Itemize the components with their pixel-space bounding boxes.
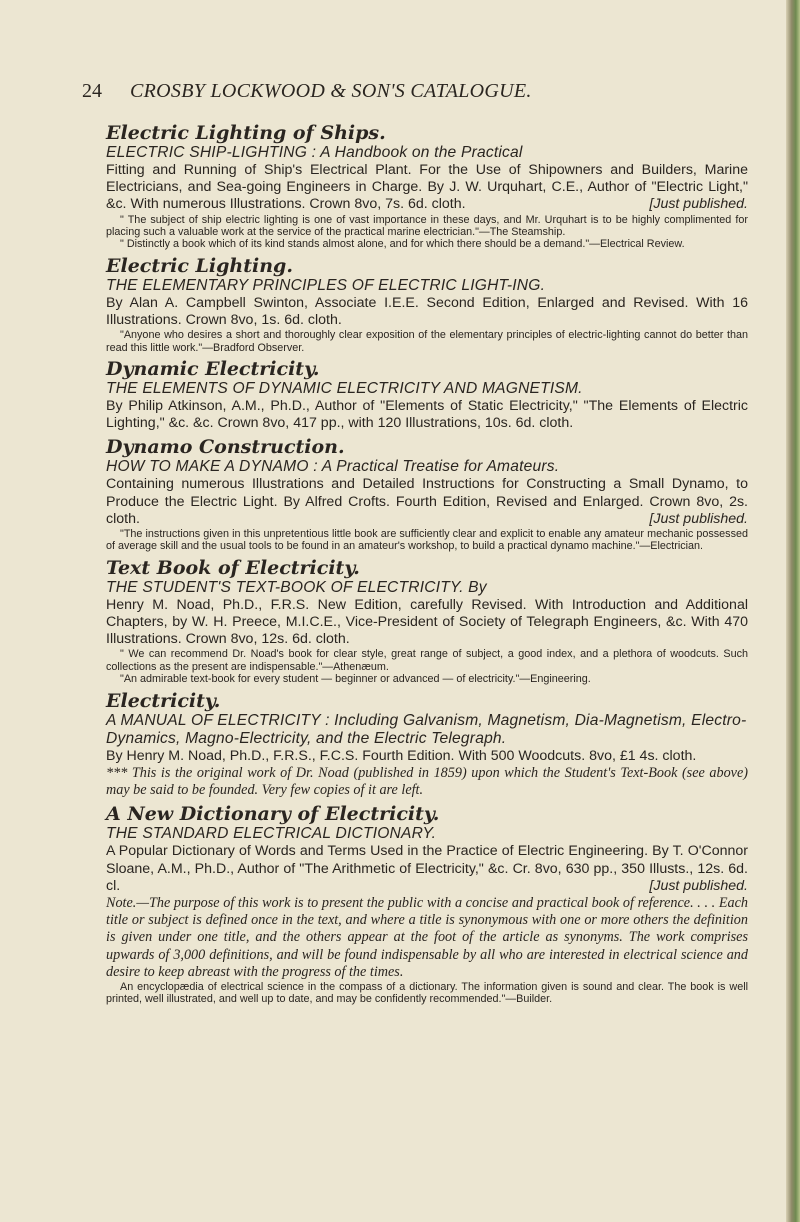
entry-body <box>106 162 748 214</box>
entry-review: "Anyone who desires a short and thoroughly clear exposition of the elementary principles of electric-lighting cannot do better than read this little work."—Bradford Observer. <box>106 329 748 354</box>
entry-status: [Just published. <box>649 510 748 527</box>
entry-review: " Distinctly a book which of its kind stands almost alone, and for which there should be a demand."—Electrical Review. <box>120 238 685 251</box>
entry-review: An encyclopædia of electrical science in the compass of a dictionary. The information given is sound and clear. The book is well printed, well illustrated, and well up to date, and may be confidently recommended."—Builder. <box>106 980 748 1006</box>
entry-title: ELECTRIC SHIP-LIGHTING : A Handbook on the Practical <box>106 144 523 161</box>
entry-title: HOW TO MAKE A DYNAMO : A Practical Treatise for Amateurs. <box>106 458 560 476</box>
entry-review: " We can recommend Dr. Noad's book for clear style, great range of subject, a good index, and a plethora of woodcuts. Such collections as the present are indispensable."—Athenæum. <box>106 648 748 673</box>
entry-subject: A New Dictionary of Electricity. <box>106 803 440 826</box>
catalogue-entry <box>82 436 748 552</box>
entry-title: THE ELEMENTS OF DYNAMIC ELECTRICITY AND MAGNETISM. <box>106 380 583 398</box>
entry-review: "An admirable text-book for every student — beginner or advanced — of electricity."—Engineering. <box>120 673 591 686</box>
entry-status: [Just published. <box>649 877 748 894</box>
entry-review: " The subject of ship electric lighting is one of vast importance in these days, and Mr. Urquhart is to be highly complimented for placing such a valuable work at the service of the practical marine electrician."—The Steamship. <box>106 213 748 239</box>
entry-note: *** This is the original work of Dr. Noad (published in 1859) upon which the Student's Text-Book (see above) may be said to be founded. Very few copies of it are left. <box>106 764 748 799</box>
running-title: CROSBY LOCKWOOD & SON'S CATALOGUE. <box>130 80 532 102</box>
catalogue-entry <box>82 690 748 800</box>
page-edge <box>786 0 800 1222</box>
entry-description: By Alan A. Campbell Swinton, Associate I.E.E. Second Edition, Enlarged and Revised. With 16 Illustrations. Crown 8vo, 1s. 6d. cloth. <box>106 294 748 329</box>
entry-description: By Henry M. Noad, Ph.D., F.R.S., F.C.S. Fourth Edition. With 500 Woodcuts. 8vo, £1 4s. cloth. <box>106 747 697 764</box>
entry-title: THE STANDARD ELECTRICAL DICTIONARY. <box>106 825 437 843</box>
page-header <box>82 80 748 108</box>
catalogue-entry <box>82 358 748 432</box>
entry-description: Containing numerous Illustrations and Detailed Instructions for Constructing a Small Dynamo, to Produce the Electric Light. By Alfred Crofts. Fourth Edition, Revised and Enlarged. Crown 8vo, 2s. cloth. <box>106 476 748 527</box>
entry-description: Fitting and Running of Ship's Electrical Plant. For the Use of Shipowners and Builders, Marine Electricians, and Sea-going Engineers in Charge. By J. W. Urquhart, C.E., Author of "Electric Light," &c. With numerous Illustrations. Crown 8vo, 7s. 6d. cloth. <box>106 162 748 213</box>
entry-description: Henry M. Noad, Ph.D., F.R.S. New Edition, carefully Revised. With Introduction and Additional Chapters, by W. H. Preece, M.I.C.E., Vice-President of Society of Telegraph Engineers, &c. With 470 Illustrations. Crown 8vo, 12s. 6d. cloth. <box>106 596 748 648</box>
entry-description: A Popular Dictionary of Words and Terms Used in the Practice of Electric Engineering. By T. O'Connor Sloane, A.M., Ph.D., Author of "The Arithmetic of Electricity," &c. Cr. 8vo, 630 pp., 350 Illusts., 12s. 6d. cl. <box>106 843 748 894</box>
entry-status: [Just published. <box>649 196 748 213</box>
entry-subject: Dynamic Electricity. <box>106 358 320 381</box>
entry-subject: Electric Lighting. <box>106 254 293 277</box>
catalogue-entry <box>82 255 748 354</box>
entry-title: THE ELEMENTARY PRINCIPLES OF ELECTRIC LIGHT-ING. <box>106 276 546 294</box>
entry-note: Note.—The purpose of this work is to present the public with a concise and practical book of reference. . . . Each title or subject is defined once in the text, and where a title is synonymous with one or more others the definition is given under one title, and the others appear at the foot of the article as synonyms. The work comprises upwards of 3,000 definitions, and will be found indispensable by all who are interested in electrical science and desire to keep abreast with the progress of the times. <box>106 894 748 980</box>
catalogue-entry <box>82 803 748 1005</box>
entry-subject: Dynamo Construction. <box>106 436 345 459</box>
entry-title: THE STUDENT'S TEXT-BOOK OF ELECTRICITY. By <box>106 578 487 596</box>
entry-subject: Electricity. <box>106 689 221 712</box>
catalogue-entry <box>82 122 748 251</box>
entry-subject: Electric Lighting of Ships. <box>106 122 386 144</box>
entry-body <box>106 843 748 895</box>
entry-title: A MANUAL OF ELECTRICITY : Including Galvanism, Magnetism, Dia-Magnetism, Electro-Dynamics, Magno-Electricity, and the Electric Telegraph. <box>106 711 747 747</box>
catalogue-entry <box>82 557 748 686</box>
entry-description: By Philip Atkinson, A.M., Ph.D., Author of "Elements of Static Electricity," "The Elements of Electric Lighting," &c. &c. Crown 8vo, 417 pp., with 120 Illustrations, 10s. 6d. cloth. <box>106 398 748 432</box>
page-number: 24 <box>82 80 102 102</box>
entry-subject: Text Book of Electricity. <box>106 556 360 579</box>
catalogue-page <box>82 80 748 1010</box>
entry-review: "The instructions given in this unpretentious little book are sufficiently clear and explicit to enable any amateur mechanic possessed of average skill and the usual tools to be found in an amateur's workshop, to build a practical dynamo machine."—Electrician. <box>106 528 748 553</box>
entry-body <box>106 476 748 528</box>
